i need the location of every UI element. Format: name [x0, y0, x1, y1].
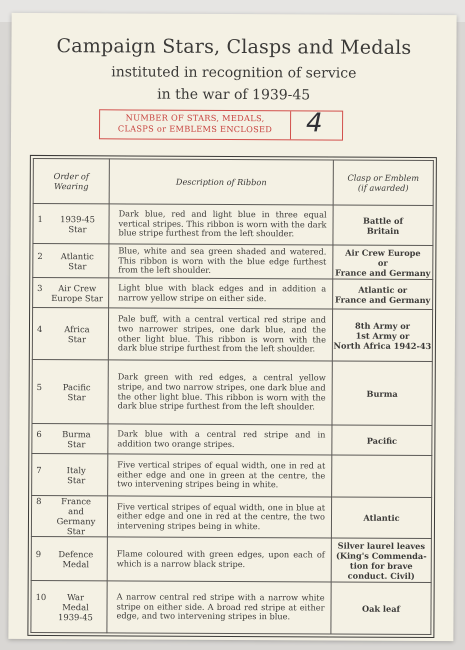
order-cell	[31, 495, 107, 536]
medal-name-line: Africa	[64, 323, 90, 334]
ribbon-description: Pale buff, with a central vertical red stripe and two narrower stripes, one dark blue, and the other light blue. This ribbon is worn with the dark blue stripe furthest from the left shoulder.	[108, 308, 332, 361]
clasp-line: Oak leaf	[361, 603, 401, 614]
order-number: 6	[36, 428, 42, 439]
order-number: 9	[35, 548, 42, 559]
medal-name	[49, 549, 103, 569]
header-clasp: Clasp or Emblem (if awarded)	[333, 160, 433, 206]
clasp-cell	[331, 497, 431, 539]
order-cell	[33, 277, 109, 307]
clasp-line: Burma	[366, 388, 398, 399]
clasp-cell	[331, 538, 431, 583]
enclosed-box-divider	[290, 111, 291, 139]
document-sheet	[8, 13, 456, 641]
medal-name-line: Atlantic	[60, 250, 94, 261]
order-cell	[32, 453, 108, 495]
clasp-line: 8th Army or	[354, 320, 411, 331]
order-cell	[33, 203, 109, 243]
clasp-cell	[332, 425, 432, 456]
medal-name	[49, 465, 103, 485]
ribbon-description: A narrow central red stripe with a narrow white stripe on either side. A broad red stripe at either edge, and two intervening stripes in blue.	[107, 581, 331, 634]
document-title: Campaign Stars, Clasps and Medals	[56, 35, 412, 59]
medal-name	[50, 214, 104, 234]
medal-name-line: Air Crew	[58, 282, 97, 293]
document-subtitle: instituted in recognition of service	[111, 64, 357, 82]
table-row	[31, 580, 431, 634]
order-number: 8	[36, 495, 42, 507]
order-cell	[31, 536, 107, 580]
ribbon-description: Blue, white and sea green shaded and watered. This ribbon is worn with the blue edge furthest from the left shoulder.	[109, 244, 333, 279]
clasp-line: Atlantic or	[358, 284, 408, 295]
medal-name-line: Star	[67, 391, 86, 402]
table-header-row	[33, 158, 433, 205]
medal-name-line: Star	[68, 260, 87, 271]
ribbon-description: Dark green with red edges, a central yellow stripe, and two narrow stripes, one dark blue and the other light blue. This ribbon is worn with the dark blue stripe furthest from the left shoulder.	[108, 360, 332, 425]
clasp-line: or	[377, 257, 388, 268]
medal-name-line: Pacific	[62, 381, 91, 392]
ribbon-description: Flame coloured with green edges, upon each of which is a narrow black stripe.	[107, 537, 331, 582]
order-number: 10	[35, 591, 47, 602]
medal-name-line: Burma	[62, 428, 91, 439]
order-number: 7	[36, 464, 42, 475]
medal-name	[48, 592, 102, 622]
ribbon-description: Dark blue with a central red stripe and in addition two orange stripes.	[108, 424, 332, 455]
clasp-cell	[333, 279, 433, 310]
table-row	[31, 495, 431, 538]
medal-name	[50, 324, 104, 344]
medal-name-line: Star	[68, 223, 87, 234]
order-cell	[32, 423, 108, 453]
table-row	[31, 536, 431, 582]
clasp-line: North Africa 1942-43	[333, 340, 432, 351]
clasp-line: Air Crew Europe	[345, 247, 421, 258]
medal-name-line: 1939-45	[60, 213, 95, 224]
enclosed-count-label: NUMBER OF STARS, MEDALS, CLASPS or EMBLEMS ENCLOSED	[117, 112, 273, 134]
table-row	[32, 423, 432, 455]
order-number: 3	[37, 282, 43, 293]
medal-name-line: Defence	[58, 548, 94, 559]
clasp-line: France and Germany	[335, 267, 431, 278]
clasp-line: Britain	[366, 225, 400, 236]
table-row	[33, 277, 433, 309]
order-cell	[32, 307, 108, 359]
clasp-line: 1st Army or	[355, 330, 410, 341]
clasp-cell	[333, 245, 433, 280]
table-row	[32, 453, 432, 497]
medal-name	[50, 283, 104, 303]
medal-name-line: France	[61, 496, 92, 507]
medals-table	[30, 158, 433, 635]
clasp-line: Atlantic	[363, 512, 400, 523]
table-row	[33, 203, 433, 245]
clasp-cell	[332, 361, 432, 426]
table-row	[32, 359, 432, 425]
table-row	[33, 243, 433, 279]
medal-name-line: Medal	[62, 558, 90, 569]
clasp-line: France and Germany	[334, 294, 431, 305]
order-cell	[33, 243, 109, 277]
medal-name-line: War	[67, 591, 85, 602]
clasp-line: Silver laurel leaves	[337, 540, 426, 551]
clasp-line: Battle of	[363, 215, 404, 226]
medal-name	[49, 496, 103, 536]
ribbon-description: Dark blue, red and light blue in three equal vertical stripes. This ribbon is worn with the dark blue stripe furthest from the left shoulder.	[109, 204, 333, 245]
enclosed-count-box	[99, 109, 343, 140]
ribbon-description: Light blue with black edges and in addition a narrow yellow stripe on either side.	[109, 278, 333, 309]
order-number: 2	[37, 250, 43, 261]
medal-name	[50, 382, 104, 402]
medal-name-line: Star	[67, 438, 86, 449]
header-order-of-wearing: Order of Wearing	[33, 158, 109, 203]
clasp-line: (King's Commenda-	[335, 550, 427, 561]
medal-name-line: 1939-45	[58, 611, 93, 622]
medal-name-line: Italy	[66, 464, 86, 475]
medal-name	[50, 251, 104, 271]
order-cell	[32, 359, 108, 423]
clasp-cell	[331, 582, 431, 635]
order-cell	[31, 580, 107, 632]
medal-name-line: Star	[66, 526, 86, 537]
clasp-line: conduct. Civil)	[347, 570, 415, 581]
medal-name-line: Star	[67, 333, 87, 344]
order-number: 5	[36, 381, 43, 392]
header-description: Description of Ribbon	[109, 159, 333, 205]
medal-name-line: Europe Star	[51, 292, 103, 303]
document-subtitle-year: in the war of 1939-45	[157, 86, 311, 104]
table-row	[32, 307, 432, 361]
clasp-line: Pacific	[366, 435, 398, 446]
medal-name-line: and Germany	[56, 506, 96, 527]
order-number: 4	[36, 323, 43, 334]
clasp-cell	[332, 455, 432, 498]
clasp-line: tion for brave	[349, 560, 413, 571]
ribbon-description: Five vertical stripes of equal width, one in red at either edge and one in green at the centre, the two intervening stripes being in white.	[108, 454, 332, 497]
clasp-cell	[333, 205, 433, 246]
medal-name	[49, 429, 103, 449]
medal-name-line: Star	[67, 474, 86, 485]
medal-name-line: Medal	[62, 601, 89, 612]
ribbon-description: Five vertical stripes of equal width, one in blue at either edge and one in red at the centre, the two intervening stripes being in white.	[107, 496, 331, 538]
handwritten-count: 4	[305, 108, 323, 139]
clasp-cell	[332, 309, 432, 362]
order-number: 1	[37, 213, 43, 224]
